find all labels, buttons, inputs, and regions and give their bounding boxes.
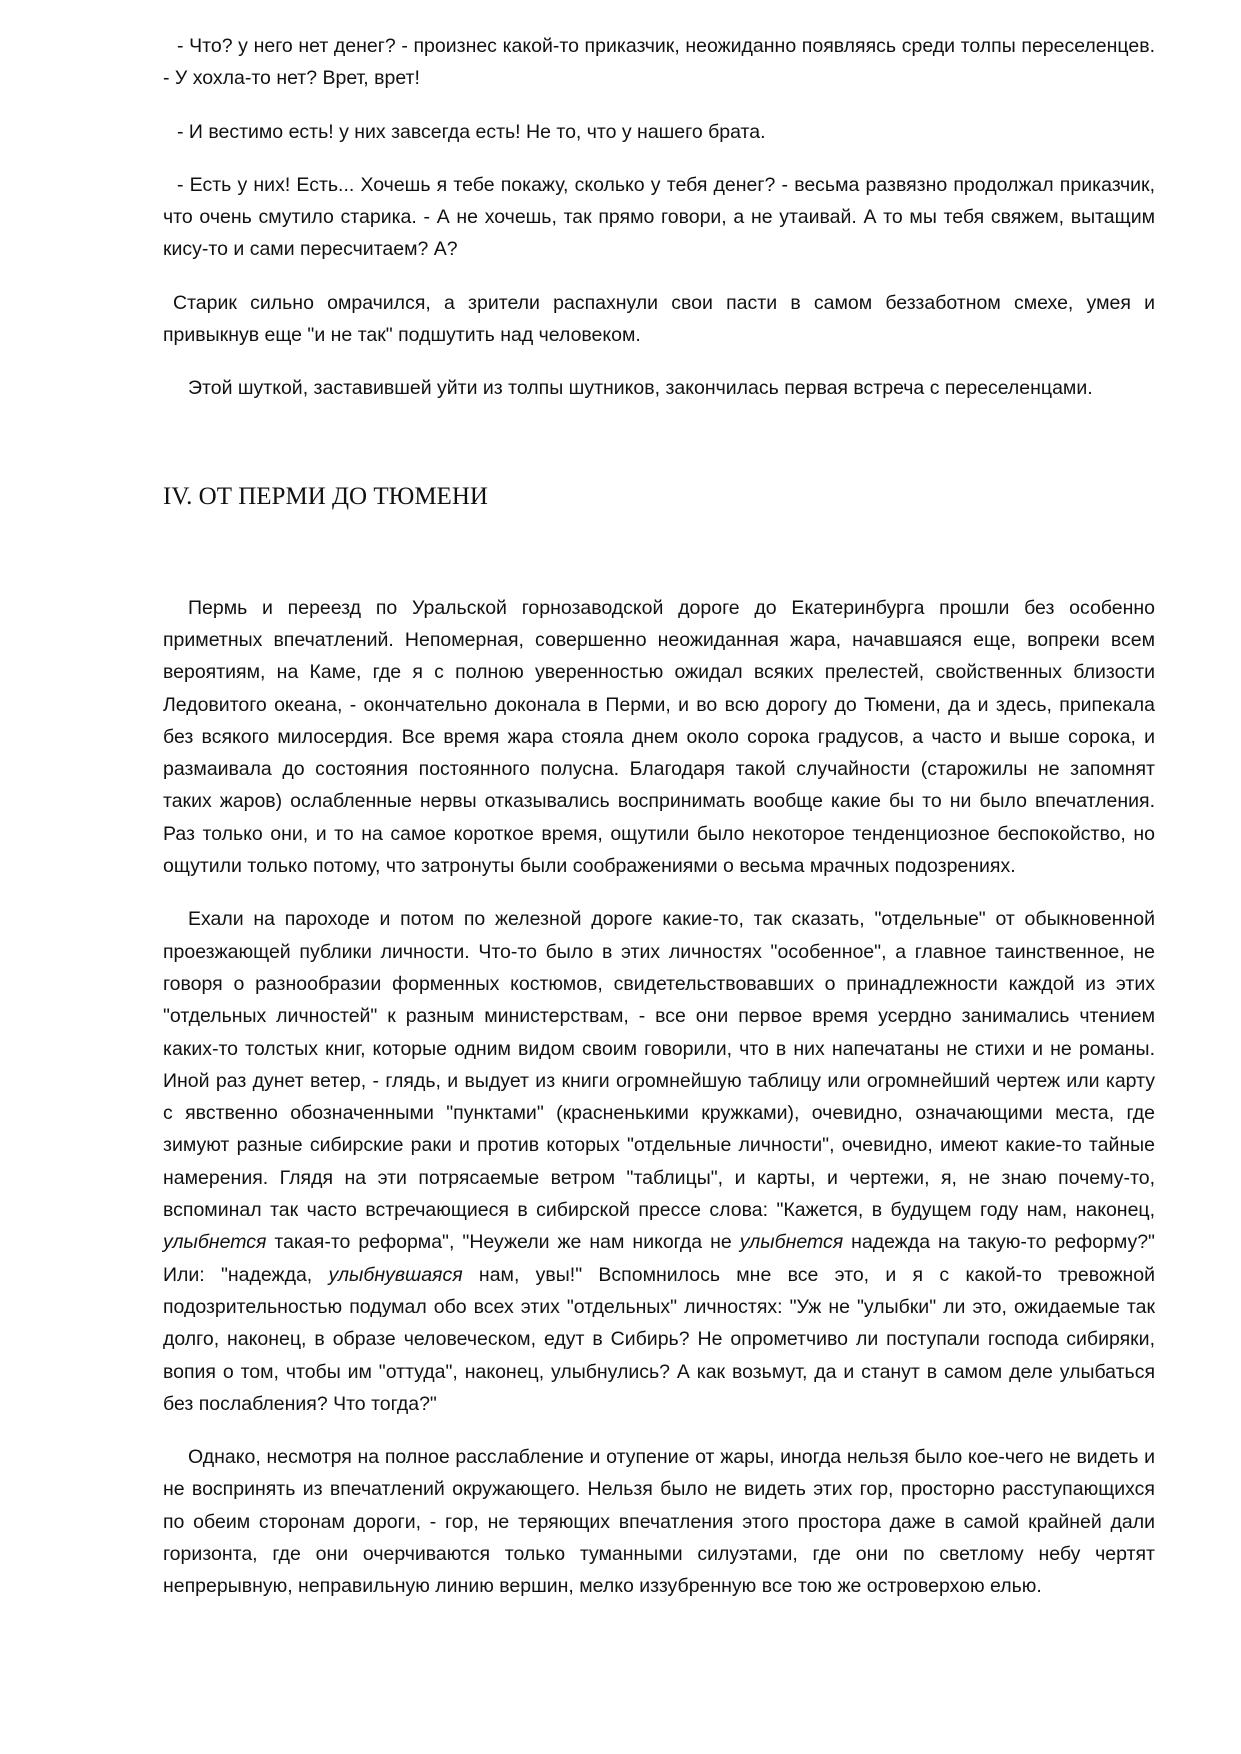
document-page [163,30,1155,1603]
text-segment: такая-то реформа", "Неужели же нам никогда не [266,1231,740,1254]
narrative-paragraph-old-man: Старик сильно омрачился, а зрители распахнули свои пасти в самом беззаботном смехе, умея и привыкнув еще "и не так" подшутить над человеком. [163,291,1155,347]
text-segment: Ехали на пароходе и потом по железной дороге какие-то, так сказать, "отдельные" от обыкновенной проезжающей публики личности. Что-то было в этих личностях "особенное", а главное таинственное, не говоря о разнообразии форменных костюмов, свидетельствовавших о принадлежности каждой из этих "отдельных личностей" к разным министерствам, - все они первое время усердно занимались чтением каких-то толстых книг, которые одним видом своим говорили, что в них напечатаны не стихи и не романы. Иной раз дунет ветер, - глядь, и выдует из книги огромнейшую таблицу или огромнейший чертеж или карту с явственно обозначенными "пунктами" (красненькими кружками), очевидно, означающими места, где зимуют разные сибирские раки и против которых "отдельные личности", очевидно, имеют какие-то тайные намерения. Глядя на эти потрясаемые ветром "таблицы", и карты, и чертежи, я, не знаю почему-то, вспоминал так часто встречающиеся в сибирской прессе слова: "Кажется, в будущем году нам, наконец, [163,908,1155,1222]
italic-word: улыбнувшаяся [328,1263,463,1286]
chapter-heading: IV. ОТ ПЕРМИ ДО ТЮМЕНИ [163,482,488,510]
dialogue-paragraph-1: - Что? у него нет денег? - произнес какой-то приказчик, неожиданно появляясь среди толпы переселенцев. - У хохла-то нет? Врет, врет! [163,35,1155,90]
italic-word: улыбнется [739,1231,844,1254]
dialogue-paragraph-3: - Есть у них! Есть... Хочешь я тебе покажу, сколько у тебя денег? - весьма развязно продолжал приказчик, что очень смутило старика. - А не хочешь, так прямо говори, а не утаивай. А то мы тебя свяжем, вытащим кису-то и сами пересчитаем? А? [163,173,1155,261]
paragraph-travelling-persons [163,903,1155,1420]
narrative-paragraph-joke: Этой шуткой, заставившей уйти из толпы шутников, закончилась первая встреча с переселенцами. [188,377,1093,400]
section-spacer [163,513,1155,592]
paragraph-ural-mountains: Однако, несмотря на полное расслабление и отупение от жары, иногда нельзя было кое-чего не видеть и не воспринять из впечатлений окружающего. Нельзя было не видеть этих гор, просторно расступающихся по обеим сторонам дороги, - гор, не теряющих впечатления этого простора даже в самой крайней дали горизонта, где они очерчиваются только туманными силуэтами, где они по светлому небу чертят непрерывную, неправильную линию вершин, мелко иззубренную все тою же островерхою елью. [163,1446,1155,1598]
text-segment: нам, увы!" Вспомнилось мне все это, и я с какой-то тревожной подозрительностью подумал обо всех этих "отдельных" личностях: "Уж не "улыбки" ли это, ожидаемые так долго, наконец, в образе человеческом, едут в Сибирь? Не опрометчиво ли поступали господа сибиряки, вопия о том, чтобы им "оттуда", наконец, улыбнулись? А как возьмут, да и станут в самом деле улыбаться без послабления? Что тогда?" [163,1263,1156,1415]
paragraph-perm-journey: Пермь и переезд по Уральской горнозаводской дороге до Екатеринбурга прошли без особенно приметных впечатлений. Непомерная, совершенно неожиданная жара, начавшаяся еще, вопреки всем вероятиям, на Каме, где я с полною уверенностью ожидал всяких прелестей, свойственных близости Ледовитого океана, - окончательно доконала в Перми, и во всю дорогу до Тюмени, да и здесь, припекала без всякого милосердия. Все время жара стояла днем около сорока градусов, а часто и выше сорока, и размаивала до состояния постоянного полусна. Благодаря такой случайности (старожилы не запомнят таких жаров) ослабленные нервы отказывались воспринимать вообще какие бы то ни было впечатления. Раз только они, и то на самое короткое время, ощутили было некоторое тенденциозное беспокойство, но ощутили только потому, что затронуты были соображениями о весьма мрачных подозрениях. [163,596,1155,878]
dialogue-paragraph-2: - И вестимо есть! у них завсегда есть! Не то, что у нашего брата. [177,120,766,143]
text-segment: надежда на такую-то реформу?" Или: "надежда, [163,1231,1155,1286]
italic-word: улыбнется [163,1231,267,1254]
